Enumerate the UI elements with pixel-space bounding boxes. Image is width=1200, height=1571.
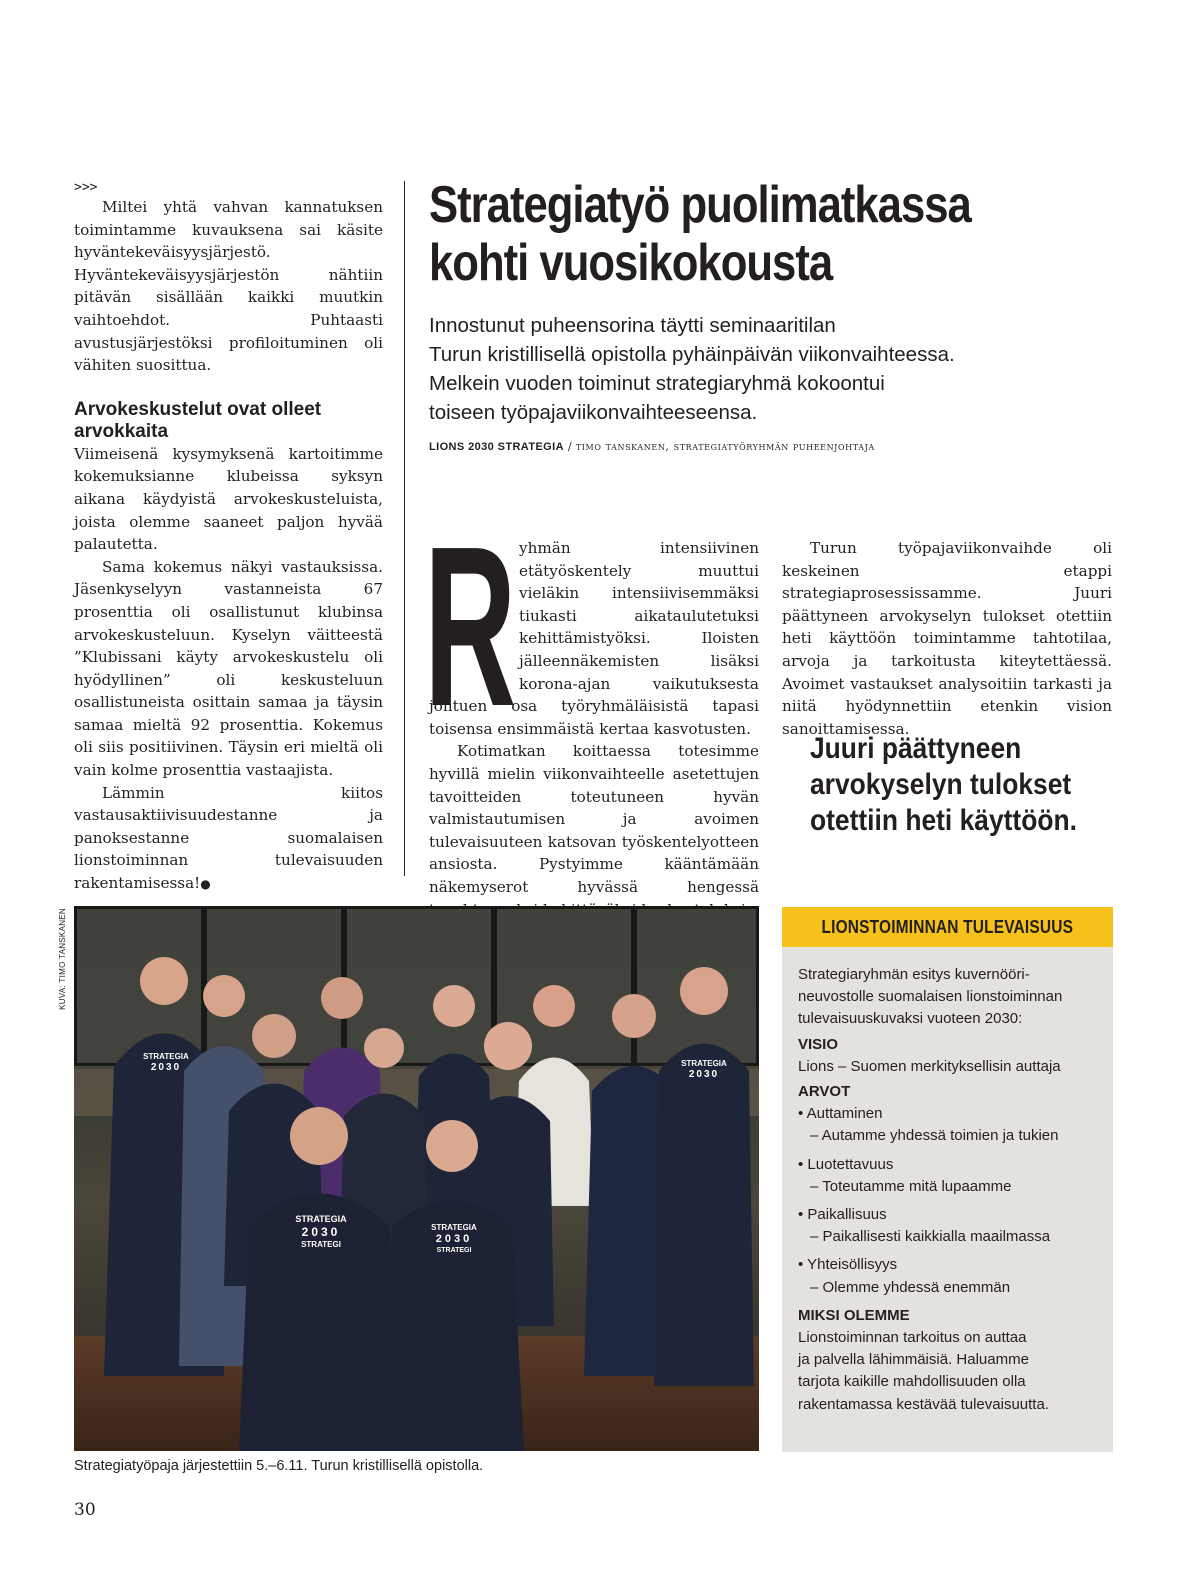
value-description: – Olemme yhdessä enemmän: [810, 1278, 1011, 1296]
shirt-text: STRATEGI: [301, 1240, 341, 1249]
article-paragraph-1: yhmän intensiivinen etätyöskentely muuttui vieläkin intensiivisemmäksi tiukasti aikataulutetuksi kehittämistyöksi. Iloisten jälleennäkemisten lisäksi korona-ajan vaikutuksesta johtuen osa työryhmäläisistä tapasi toisensa ensimmäistä kertaa kasvotusten.: [429, 539, 759, 738]
byline-author: timo tanskanen, strategiatyöryhmän puheenjohtaja: [575, 440, 875, 453]
middle-column: [429, 537, 759, 921]
sidebar-title: LIONSTOIMINNAN TULEVAISUUS: [821, 916, 1074, 937]
purpose-label: MIKSI OLEMME: [798, 1306, 910, 1324]
shirt-text: STRATEGIA: [143, 1052, 189, 1061]
value-name: • Paikallisuus: [798, 1206, 887, 1224]
value-description: – Toteutamme mitä lupaamme: [810, 1177, 1012, 1195]
article-paragraph-2: Kotimatkan koittaessa totesimme hyvillä mielin viikonvaihteelle asetettujen tavoitteiden toteutuneen hyvän valmistautumisen ja avoimen tulevaisuuteen katsovan työskentelyotteen ansiosta. Pystyimme kääntämään näkemyserot hyvässä hengessä: [429, 742, 759, 896]
article-lead: [429, 311, 1149, 427]
vision-label: VISIO: [798, 1035, 839, 1053]
shirt-text: STRATEGI: [436, 1247, 472, 1254]
value-item: [798, 1103, 1097, 1147]
byline: [429, 440, 875, 453]
shirt-text: 2030: [435, 1233, 473, 1245]
shirt-text: STRATEGIA: [295, 1214, 347, 1224]
end-mark: ●: [200, 877, 211, 892]
left-subheading: Arvokeskustelut ovat olleet arvokkaita: [74, 398, 322, 442]
value-name: • Luotettavuus: [798, 1155, 894, 1173]
intro-line: neuvostolle suomalaisen lionstoiminnan: [798, 988, 1063, 1006]
intro-line: tulevaisuuskuvaksi vuoteen 2030:: [798, 1010, 1023, 1028]
shirt-text: 2030: [150, 1062, 182, 1073]
headline-line: kohti vuosikokousta: [429, 234, 833, 292]
left-paragraph-4: [74, 782, 383, 896]
intro-line: Strategiaryhmän esitys kuvernööri-: [798, 966, 1030, 983]
photo-credit-text: KUVA: TIMO TANSKANEN: [58, 908, 67, 1010]
group-photo-illustration: [74, 906, 759, 1451]
left-paragraph-1: Miltei yhtä vahvan kannatuksen toimintamme kuvauksena sai käsite hyväntekeväisyysjärjestö. Hyväntekeväisyysjärjestön nähtiin pitävän sisällään kaikki muutkin vaihtoehdot. Puhtaasti avustusjärjestöksi profiloituminen oli vähiten suosittua.: [74, 198, 383, 375]
purpose-line: tarjota kaikille mahdollisuuden olla: [798, 1373, 1026, 1391]
value-name: • Yhteisöllisyys: [798, 1256, 898, 1274]
value-description: – Autamme yhdessä toimien ja tukien: [810, 1127, 1059, 1145]
sidebar-box: [782, 907, 1113, 1452]
shirt-text: STRATEGIA: [431, 1223, 477, 1232]
article-headline: [429, 176, 1034, 292]
article-paragraph-3: Turun työpajaviikonvaihde oli keskeinen etappi strategiaprosessissamme. Juuri päättyneen arvokyselyn tulokset otettiin heti käyttöön toimintamme tahtotilaa, arvoja ja tarkoitusta kiteytettäessä. Avoimet vastaukset analysoitiin tarkasti ja niitä hyödynnettiin etenkin vision sanoittamisessa.: [782, 539, 1112, 738]
sidebar-body: [782, 947, 1113, 1416]
sidebar-intro: [798, 964, 1097, 1031]
byline-separator: /: [567, 440, 572, 453]
value-name: • Auttaminen: [798, 1105, 883, 1123]
headline-line: Strategiatyö puolimatkassa: [429, 176, 971, 234]
drop-cap-space: [429, 537, 519, 693]
shirt-text: STRATEGIA: [681, 1059, 727, 1068]
left-paragraph-3: Sama kokemus näkyi vastauksissa. Jäsenkyselyyn vastanneista 67 prosenttia oli osallistunut klubinsa arvokeskusteluun. Kyselyn väitteestä ”Klubissani käyty arvokeskustelu oli hyödyllinen” oli keskusteluun osallistuneista osittain samaa ja täysin samaa mieltä 92 prosenttia. Kokemus oli siis positiivinen. Täysin eri mieltä oli vain kolme prosenttia vastaajista.: [74, 557, 383, 780]
photo-caption: Strategiatyöpaja järjestettiin 5.–6.11. Turun kristillisellä opistolla.: [74, 1458, 484, 1474]
page-number: 30: [74, 1500, 96, 1520]
lead-line: Turun kristillisellä opistolla pyhäinpäivän viikonvaihteessa.: [429, 343, 955, 366]
purpose-text: [798, 1327, 1097, 1416]
pull-quote-line: otettiin heti käyttöön.: [810, 804, 1077, 837]
pull-quote-line: arvokyselyn tulokset: [810, 768, 1072, 801]
right-column: [782, 537, 1112, 740]
column-divider: [404, 181, 405, 876]
lead-line: toiseen työpajaviikonvaihteeseensa.: [429, 401, 758, 424]
value-description: – Paikallisesti kaikkialla maailmassa: [810, 1228, 1051, 1246]
photo-credit: [58, 908, 68, 1018]
byline-tag: LIONS 2030 STRATEGIA: [429, 441, 564, 453]
sidebar-header: [782, 907, 1113, 947]
value-item: [798, 1204, 1097, 1248]
continuation-mark: >>>: [74, 180, 98, 195]
drop-cap: R: [424, 500, 517, 754]
purpose-line: Lionstoiminnan tarkoitus on auttaa: [798, 1329, 1027, 1347]
shirt-text: 2030: [301, 1225, 341, 1239]
value-item: [798, 1254, 1097, 1298]
value-item: [798, 1154, 1097, 1198]
pull-quote: [810, 731, 1127, 839]
lead-line: Melkein vuoden toiminut strategiaryhmä kokoontui: [429, 372, 885, 395]
pull-quote-line: Juuri päättyneen: [810, 732, 1022, 765]
purpose-line: ja palvella lähimmäisiä. Haluamme: [798, 1351, 1029, 1369]
group-photo: [74, 906, 759, 1451]
purpose-line: rakentamassa kestävää tulevaisuutta.: [798, 1395, 1049, 1413]
left-paragraph-2: Viimeisenä kysymyksenä kartoitimme kokemuksianne klubeissa syksyn aikana käydyistä arvokeskusteluista, joista olemme saaneet paljon hyvää palautetta.: [74, 444, 383, 554]
shirt-text: 2030: [688, 1069, 720, 1080]
lead-line: Innostunut puheensorina täytti seminaaritilan: [429, 314, 836, 337]
closing-text: Lämmin kiitos vastausaktiivisuudestanne ja panoksestanne suomalaisen lionstoiminnan tulevaisuuden rakentamisessa!: [74, 783, 383, 893]
left-column: [74, 180, 383, 992]
vision-text: Lions – Suomen merkityksellisin auttaja: [798, 1057, 1061, 1075]
values-label: ARVOT: [798, 1083, 851, 1101]
